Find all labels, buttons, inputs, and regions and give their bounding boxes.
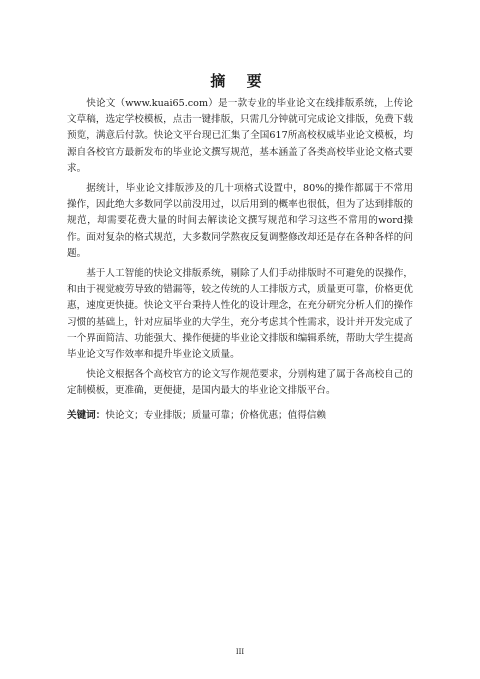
- paragraph-4: 快论文根据各个高校官方的论文写作规范要求，分别构建了属于各高校自己的定制模板，更准确，更便捷，是国内最大的毕业论文排版平台。: [67, 369, 413, 397]
- keywords-line: [67, 408, 413, 424]
- abstract-body: [67, 96, 413, 424]
- paragraph-2: 据统计，毕业论文排版涉及的几十项格式设置中，80%的操作都属于不常用操作，因此绝大多数同学以前没用过，以后用到的概率也很低，但为了达到排版的规范，却需要花费大量的时间去解读论文撰写规范和学习这些不常用的word操作。面对复杂的格式规范，大多数同学熬夜反复调整修改却还是存在各种各样的问题。: [67, 183, 413, 259]
- keywords-label: 关键词：: [67, 409, 106, 421]
- abstract-title: 摘 要: [210, 72, 270, 90]
- page-number: III: [235, 648, 245, 656]
- paragraph-1: 快论文（www.kuai65.com）是一款专业的毕业论文在线排版系统，上传论文草稿，选定学校模板，点击一键排版，只需几分钟就可完成论文排版，免费下载预览，满意后付款。快论文平台现已汇集了全国617所高校权威毕业论文模板，均源自各校官方最新发布的毕业论文撰写规范，基本涵盖了各类高校毕业论文格式要求。: [67, 98, 413, 174]
- paragraph-3: 基于人工智能的快论文排版系统，剔除了人们手动排版时不可避免的误操作，和由于视觉疲劳导致的错漏等，较之传统的人工排版方式，质量更可靠，价格更优惠，速度更快捷。快论文平台秉持人性化的设计理念，在充分研究分析人们的操作习惯的基础上，针对应届毕业的大学生，充分考虑其个性需求，设计并开发完成了一个界面简洁、功能强大、操作便捷的毕业论文排版和编辑系统，帮助大学生提高毕业论文写作效率和提升毕业论文质量。: [67, 268, 413, 361]
- keywords-text: 快论文；专业排版；质量可靠；价格优惠；值得信赖: [105, 409, 327, 421]
